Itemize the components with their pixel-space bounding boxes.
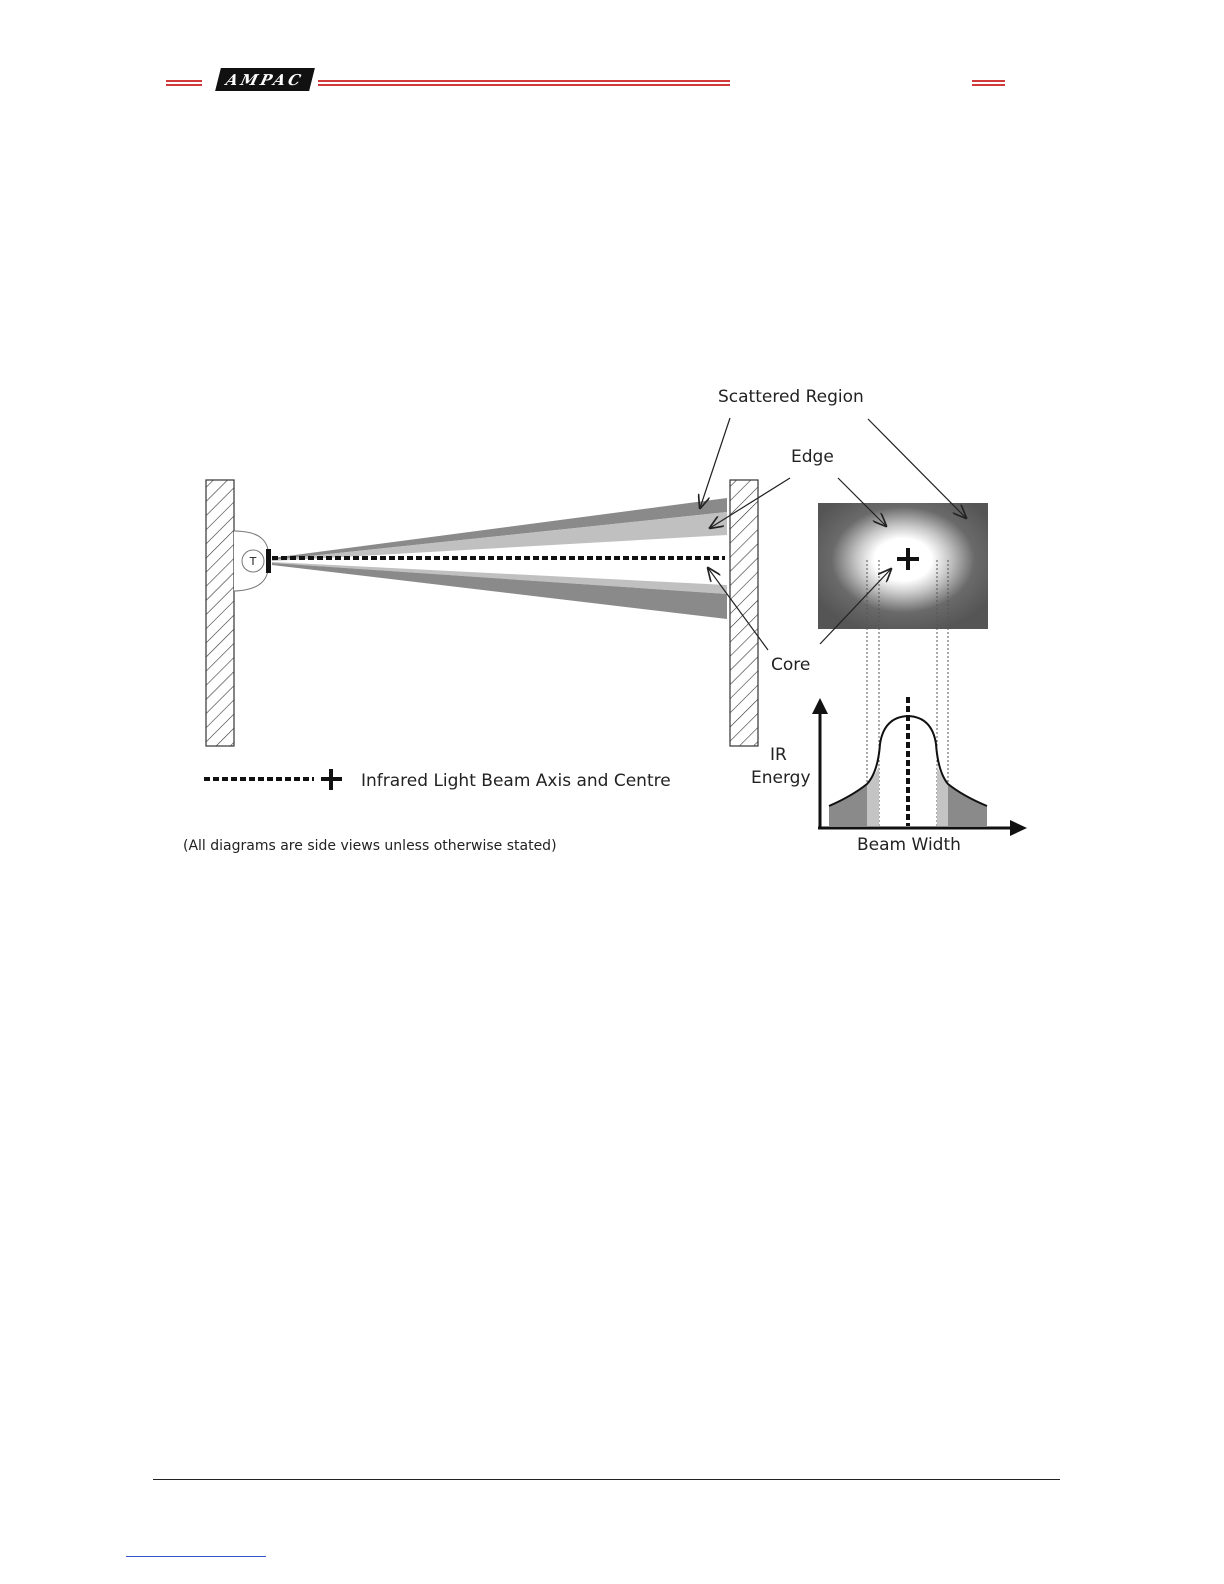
label-core: Core (771, 655, 811, 675)
graph-y-arrow (812, 698, 828, 714)
left-wall (206, 480, 234, 746)
logo-text: AMPAC (224, 70, 306, 89)
graph-x-arrow (1010, 820, 1027, 836)
diagram-caption: (All diagrams are side views unless otherwise stated) (183, 838, 557, 854)
beam-edge-upper (272, 512, 727, 561)
footer-link-underline[interactable] (126, 1556, 266, 1557)
label-energy: Energy (751, 768, 811, 788)
legend-text: Infrared Light Beam Axis and Centre (361, 771, 671, 791)
footer-rule (153, 1479, 1060, 1480)
beam-scatter-lower (272, 563, 727, 619)
energy-scatter-right (948, 784, 987, 826)
energy-scatter-left (829, 784, 867, 826)
right-wall (730, 480, 758, 746)
transmitter-label: T (249, 555, 257, 568)
label-beam-width: Beam Width (857, 835, 961, 855)
transmitter-lens (266, 549, 271, 573)
beam-cross-section (818, 503, 988, 629)
label-edge: Edge (791, 447, 834, 467)
label-scattered-region: Scattered Region (718, 387, 864, 407)
label-ir: IR (770, 745, 787, 765)
